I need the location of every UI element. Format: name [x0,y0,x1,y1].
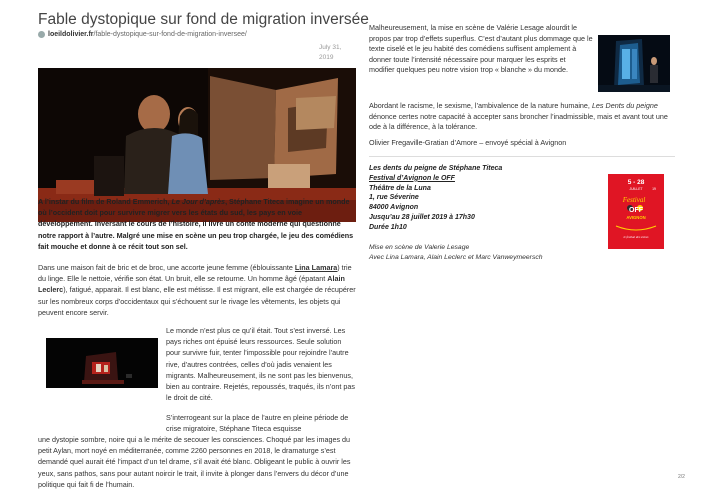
body-paragraph-3-start: S’interrogeant sur la place de l’autre en pleine période de crise migratoire, Stéphane Titeca esquisse [166,413,349,434]
poster-year: 19 [652,187,656,191]
actor-name: Alain Leclerc [38,274,345,295]
direction-credit: Mise en scène de Valerie Lesage [369,244,470,251]
section-divider [369,156,675,157]
poster-month: JUILLET [629,187,643,191]
source-url[interactable] [38,31,247,38]
page-number: 2/2 [678,474,685,480]
author-signature: Olivier Fregaville-Gratian d’Amore – envoyé spécial à Avignon [369,138,567,147]
festival-poster [608,174,664,249]
show-line: Les dents du peigne de Stéphane Titeca [369,165,503,172]
stage-photo-right [598,35,670,92]
show-dates: Jusqu’au 28 juillet 2019 à 17h30 [369,213,475,221]
site-path: /fable-dystopique-sur-fond-de-migration-inversee/ [93,31,247,38]
venue: Théâtre de la Luna [369,184,431,192]
lead-paragraph: A l’instar du film de Roland Emmerich, Le Jour d’après, Stéphane Titeca imagine un monde où l’occident doit pour survivre migrer vers les états du sud, les pays en voie développement. Inversant le cours de l’histoire, il livre un conte moderne qui questionne notre rapport à l’autre. Malgré une mise en scène un peu trop chargée, le jeu des comédiens fait mouche et donne à ce récit tout son sel. [38,197,354,251]
article-title: Fable dystopique sur fond de migration inversée [38,11,369,28]
stage-photo-small [46,338,158,388]
film-title: Le Jour d’après [171,197,226,206]
show-info [369,164,589,233]
actress-link[interactable]: Lina Lamara [294,263,338,272]
credits [369,243,589,263]
site-favicon-icon [38,31,45,38]
duration: Durée 1h10 [369,223,407,231]
publish-date: July 31, 2019 [319,44,342,61]
body-paragraph-1: Dans une maison fait de bric et de broc, une accorte jeune femme (éblouissante Lina Lamara) trie du linge. Elle le nettoie, vérifie son état. Un bruit, elle se retourne. Un homme âgé (épatant Alain Leclerc), fatigué, apparait. Il est blanc, elle est métisse. Il est migrant, elle est chargée de récupérer sur les nombreux corps d’occidentaux qui s’échouent sur le rivage les vêtements, les objets qui peuvent encore servir. [38,263,356,317]
play-title: Les Dents du peigne [591,101,658,110]
poster-word-avignon: AVIGNON [626,215,646,220]
festival-link[interactable]: Festival d’Avignon le OFF [369,174,455,182]
site-domain: loeildolivier.fr [48,31,94,38]
city: 84000 Avignon [369,204,419,212]
right-paragraph-2: Abordant le racisme, le sexisme, l’ambivalence de la nature humaine, Les Dents du peigne dénonce certes notre capacité à accepter sans broncher l’inadmissible, mais et avant tout une ode à la différence, à la tolérance. [369,101,668,132]
cast-credit: Avec Lina Lamara, Alain Leclerc et Marc Vanweymeersch [369,254,543,261]
body-paragraph-3-rest: une dystopie sombre, noire qui a le mérite de secouer les consciences. Choqué par les images du petit Aylan, mort noyé en méditerranée, comme 2260 personnes en 2018, le dramaturge s’est demandé quel aurait été l’impact d’un tel drame, s’il avait été blanc. Obligeant le public à ouvrir les yeux, sans pathos, sans pour autant noircir le trait, il invite à plonger dans l’envers du décor d’une politique qui fait fi de l’humain. [38,435,351,489]
poster-word-off: OFF [629,207,643,214]
poster-tagline: le festival des scènes [623,235,649,239]
right-paragraph-1: Malheureusement, la mise en scène de Valérie Lesage alourdit le propos par trop d’effets superflus. C’est d’autant plus dommage que le texte ciselé et le jeu habité des comédiens suffisent amplement à donner toute l’intensité nécessaire pour marquer les esprits et modifier quelques peu notre vision trop « blanche » du monde. [369,23,593,75]
poster-dates: 5 - 28 [627,179,645,186]
poster-word-festival: Festival [622,196,646,204]
body-paragraph-2: Le monde n’est plus ce qu’il était. Tout s’est inversé. Les pays riches ont épuisé leurs ressources. Seule solution pour survivre fuir, tenter l’impossible pour rejoindre l’autre rive, d’autres contrées, celles d’où jadis venaient les migrants. Malheureusement, ils ne sont pas les bienvenus, bien au contraire. Rejetés, repoussés, traqués, ils n’ont pas le droit de cité. [166,326,355,403]
address: 1, rue Séverine [369,194,419,202]
